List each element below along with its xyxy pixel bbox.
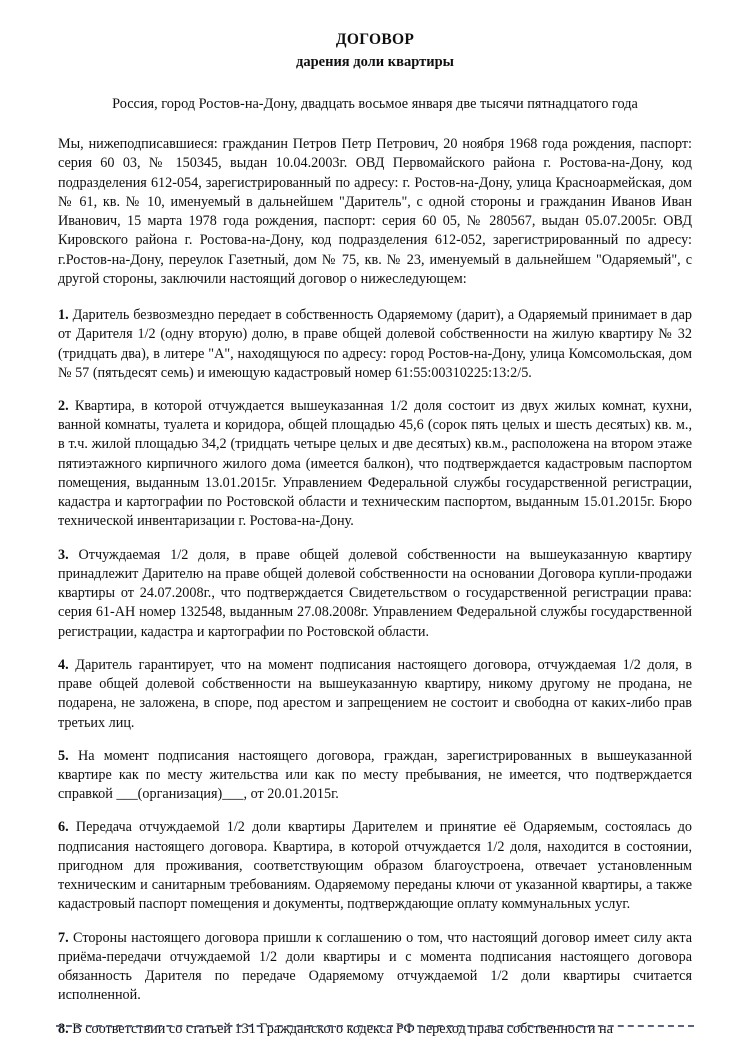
clause-text-7: Стороны настоящего договора пришли к соглашению о том, что настоящий договор имеет силу акта приёма-передачи отчуждаемой 1/2 доли квартиры и с момента подписания настоящего договора обязанность Дарителя по передаче Одаряемому отчуждаемой 1/2 доли квартиры считается исполненной. [58,929,692,1004]
preamble-paragraph: Мы, нижеподписавшиеся: гражданин Петров Петр Петрович, 20 ноября 1968 года рождения, паспорт: серия 60 03, № 150345, выдан 10.04.2003г. ОВД Первомайского района г. Ростова-на-Дону, код подразделения 612-054, зарегистрированный по адресу: г. Ростов-на-Дону, улица Красноармейская, дом № 61, кв. № 10, именуемый в дальнейшем "Даритель", с одной стороны и гражданин Иванов Иван Иванович, 15 марта 1978 года рождения, паспорт: серия 60 05, № 280567, выдан 05.07.2005г. ОВД Кировского района г. Ростова-на-Дону, код подразделения 612-052, зарегистрированный по адресу: г.Ростов-на-Дону, переулок Газетный, дом № 75, кв. № 23, именуемый в дальнейшем "Одаряемый", с другой стороны, заключили настоящий договор о нижеследующем: [58,136,692,287]
clause-number-4: 4. [58,656,69,673]
clause-text-1: Даритель безвозмездно передает в собственность Одаряемому (дарит), а Одаряемый принимает в дар от Дарителя 1/2 (одну вторую) долю, в праве общей долевой собственности на жилую квартиру № 32 (тридцать два), в литере "А", находящуюся по адресу: город Ростов-на-Дону, улица Комсомольская, дом № 57 (пятьдесят семь) и имеющую кадастровый номер 61:55:00310225:13:2/5. [58,307,692,381]
clause-number-2: 2. [58,397,69,414]
clause-text-3: Отчуждаемая 1/2 доля, в праве общей долевой собственности на вышеуказанную квартиру принадлежит Дарителю на праве общей долевой собственности на основании Договора купли-продажи квартиры от 24.07.2008г., что подтверждается Свидетельством о государственной регистрации права: серия 61-АН номер 132548, выданным 27.08.2008г. Управлением Федеральной службы государственной регистрации, кадастра и картографии по Ростовской области. [58,546,692,640]
clause-paragraph-8 [58,1020,692,1039]
dashed-separator-line [56,1025,694,1027]
clause-paragraph-6 [58,818,692,914]
clause-paragraph-1 [58,306,692,383]
place-and-date-line: Россия, город Ростов-на-Дону, двадцать восьмое января две тысячи пятнадцатого года [112,95,638,112]
clause-number-5: 5. [58,747,69,764]
clause-number-1: 1. [58,307,69,324]
clause-number-3: 3. [58,546,69,563]
clause-paragraph-4 [58,656,692,733]
clause-number-6: 6. [58,819,69,836]
clause-text-4: Даритель гарантирует, что на момент подписания настоящего договора, отчуждаемая 1/2 доля, в праве общей долевой собственности на вышеуказанную квартиру, никому другому не продана, не подарена, не заложена, в споре, под арестом и запрещением не состоит и свободна от каких-либо прав третьих лиц. [58,656,692,731]
document-subtitle: дарения доли квартиры [296,53,454,70]
clause-text-6: Передача отчуждаемой 1/2 доли квартиры Дарителем и принятие её Одаряемым, состоялась до подписания настоящего договора. Квартира, в которой отчуждается 1/2 доля, находится в состоянии, пригодном для проживания, соответствующим образом благоустроена, отвечает установленным техническим и санитарным требованиям. Одаряемому переданы ключи от указанной квартиры, а также кадастровый паспорт помещения и документы, подтверждающие оплату коммунальных услуг. [58,819,693,913]
clause-paragraph-2 [58,397,692,532]
clause-paragraph-3 [58,546,692,642]
clause-number-7: 7. [58,929,69,946]
document-title: ДОГОВОР [335,31,415,48]
clause-text-8: В соответствии со статьей 131 Гражданского кодекса РФ переход права собственности на [72,1020,613,1037]
clause-text-5: На момент подписания настоящего договора, граждан, зарегистрированных в вышеуказанной квартире как по месту жительства или как по месту пребывания, не имеется, что подтверждается справкой ___(организация)___, от 20.01.2015г. [58,747,692,803]
page-footer-separator-area [0,1025,750,1027]
clause-number-8: 8. [58,1020,69,1037]
clause-text-2: Квартира, в которой отчуждается вышеуказанная 1/2 доля состоит из двух жилых комнат, кухни, ванной комнаты, туалета и коридора, общей площадью 45,6 (сорок пять целых и шесть десятых) кв. м., в т.ч. жилой площадью 34,2 (тридцать четыре целых и две десятых) кв.м., расположена на втором этаже пятиэтажного кирпичного жилого дома (имеется балкон), что подтверждается кадастровым паспортом помещения, выданным 13.01.2015г. Управлением Федеральной службы государственной регистрации, кадастра и картографии по Ростовской области и техническим паспортом, выданным 15.01.2015г. Бюро технической инвентаризации г. Ростова-на-Дону. [58,397,692,530]
clause-paragraph-5 [58,747,692,805]
document-body [58,113,692,1039]
clause-paragraph-7 [58,929,692,1006]
